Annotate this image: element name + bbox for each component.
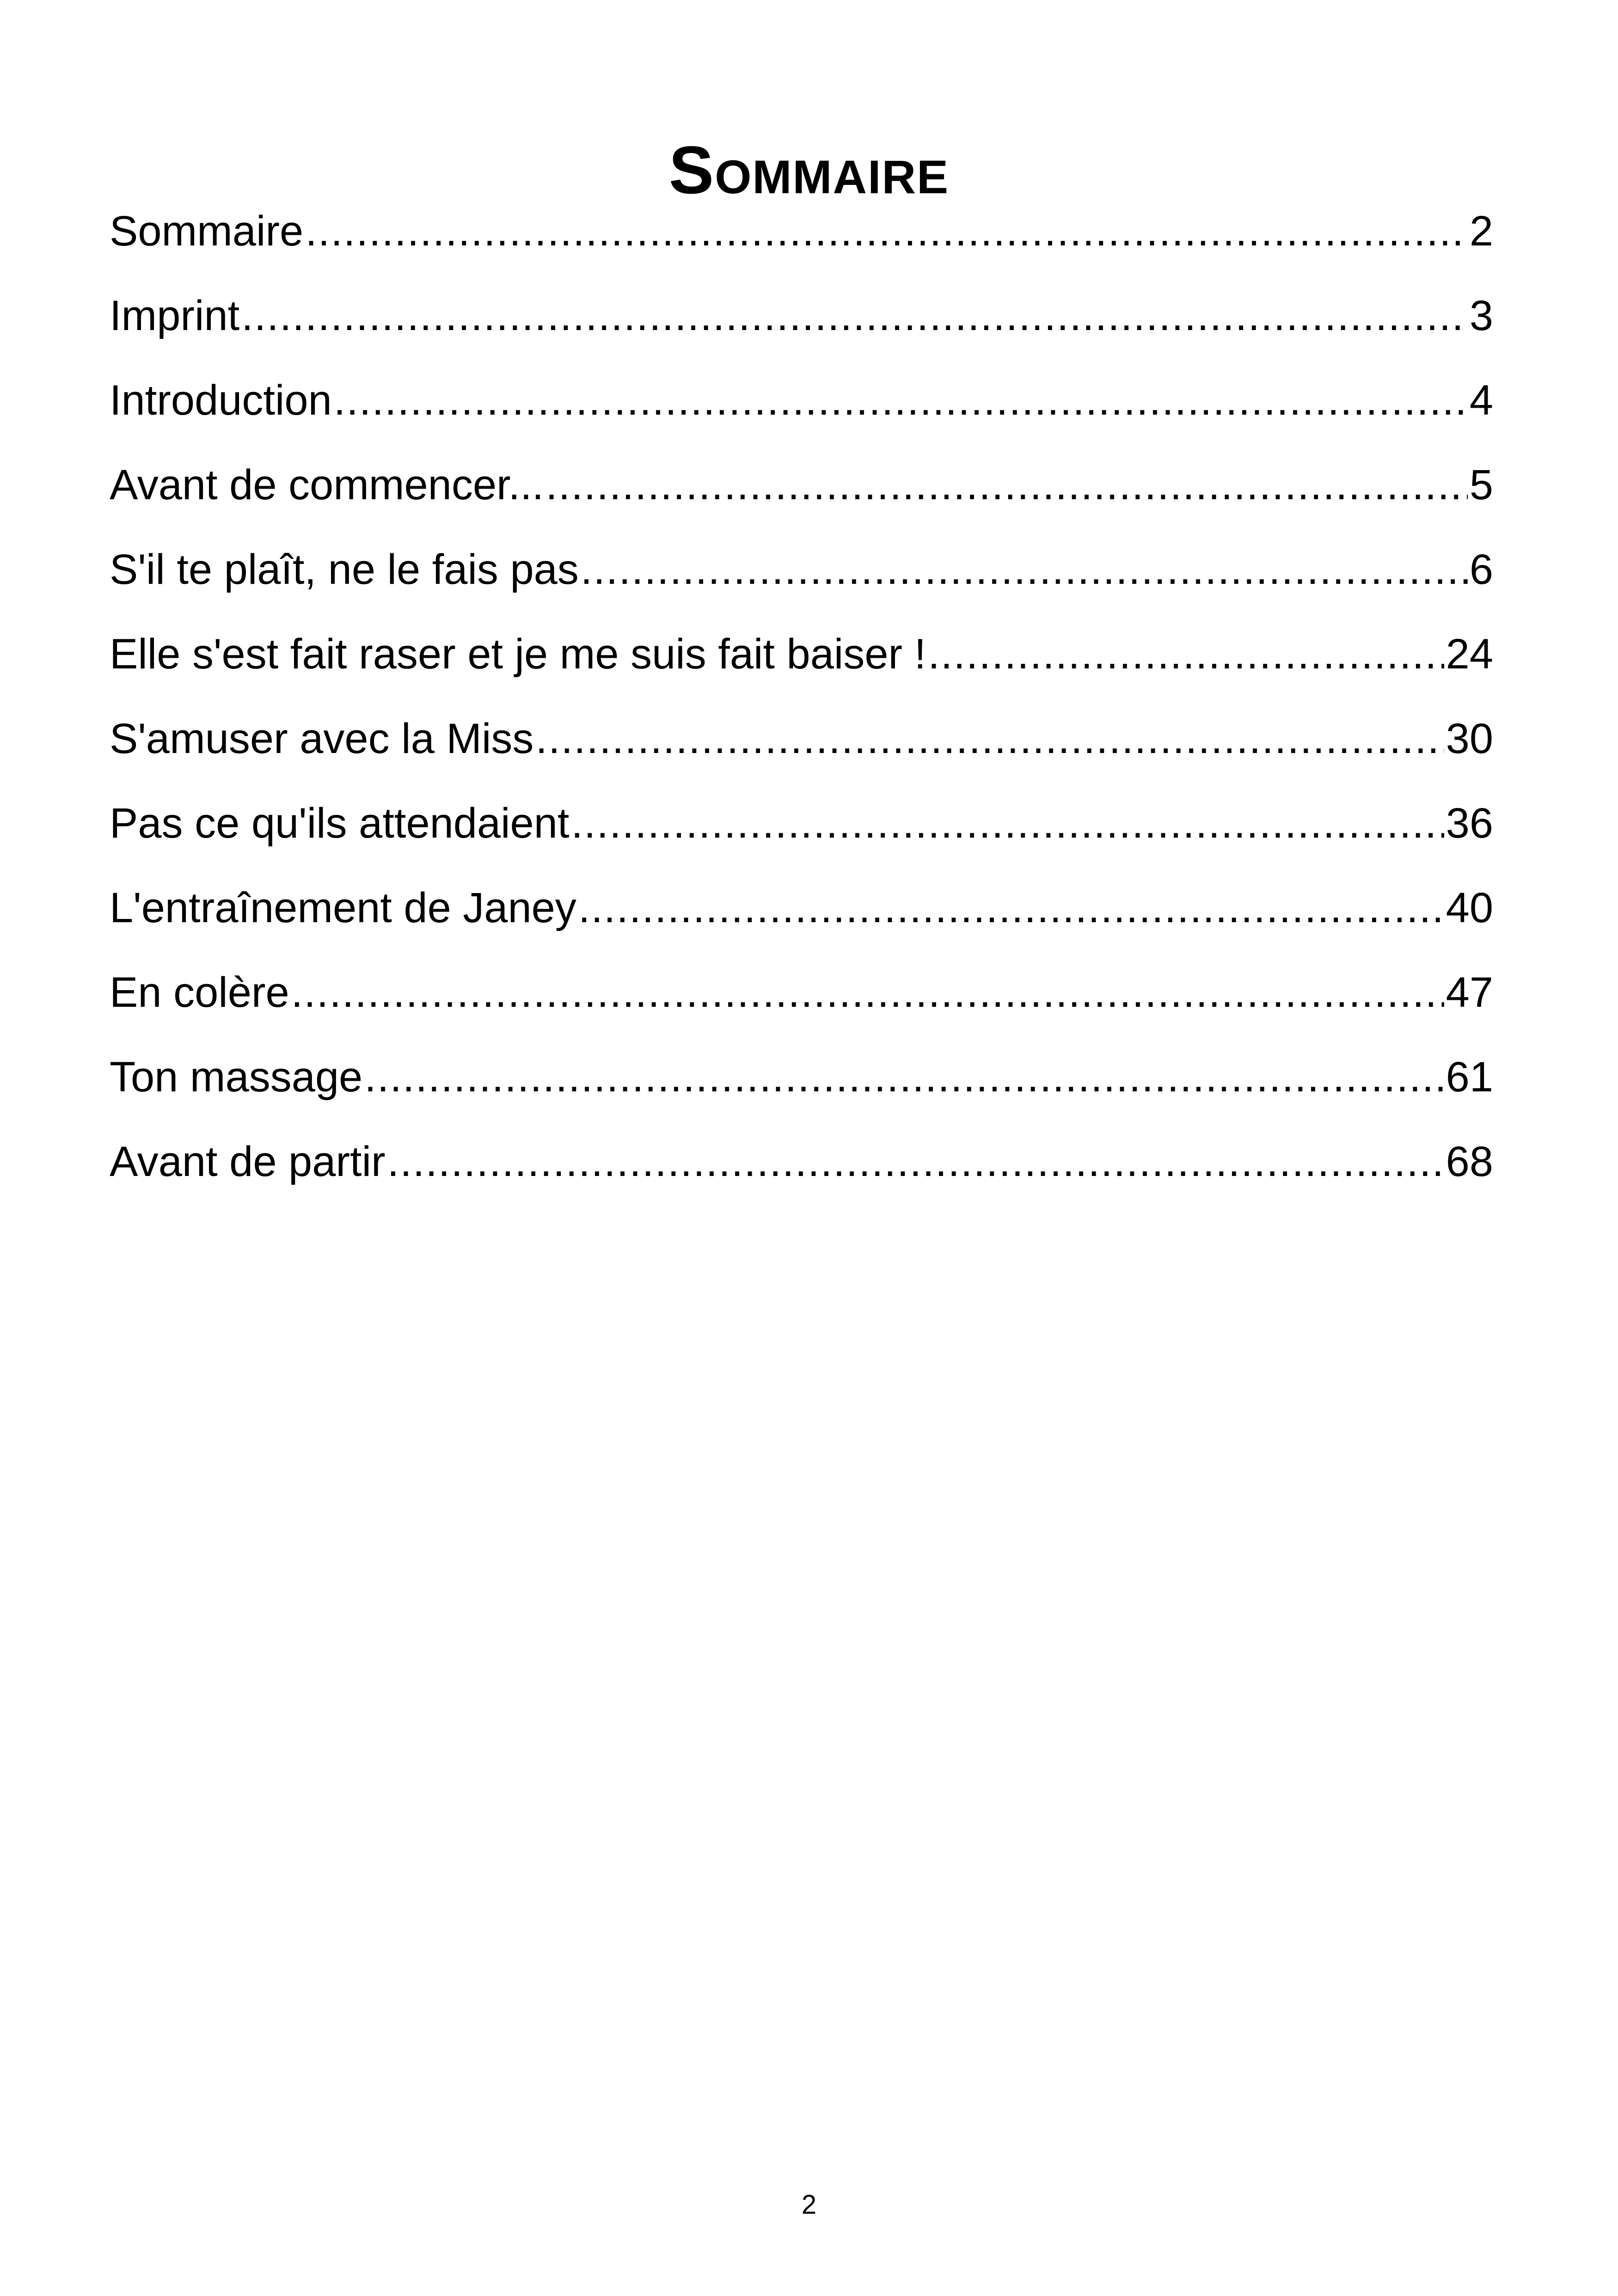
toc-dot-leader [571,786,1444,860]
toc-entry-page: 68 [1446,1138,1493,1185]
toc-entry-title: S'amuser avec la Miss [110,715,534,762]
toc-entry-title: Avant de commencer... [110,461,544,508]
toc-entry[interactable] [110,955,1493,1040]
toc-entry[interactable] [110,1125,1493,1209]
toc-entry-title: Sommaire [110,208,304,255]
toc-dot-leader [928,617,1444,691]
page-title: Sommaire [668,132,950,208]
toc-entry-title: Pas ce qu'ils attendaient [110,800,570,847]
toc-dot-leader [535,702,1444,776]
toc-entry-title: Elle s'est fait raser et je me suis fait baiser ! [110,631,926,678]
toc-entry-page: 24 [1446,631,1493,678]
toc-entry-title: Avant de partir [110,1138,386,1185]
toc-entry[interactable] [110,1040,1493,1125]
toc-entry[interactable] [110,871,1493,955]
toc-entry-title: S'il te plaît, ne le fais pas [110,546,579,593]
toc-entry[interactable] [110,363,1493,448]
toc-entry-page: 4 [1469,377,1493,424]
table-of-contents [110,194,1493,1209]
toc-dot-leader [387,1125,1444,1199]
toc-entry-page: 2 [1469,208,1493,255]
toc-entry[interactable] [110,786,1493,871]
toc-dot-leader [578,871,1444,945]
toc-dot-leader [581,533,1468,606]
toc-dot-leader [241,279,1468,353]
page-number: 2 [801,2190,817,2220]
toc-dot-leader [364,1040,1444,1114]
toc-entry-page: 36 [1446,800,1493,847]
toc-entry-title: Ton massage [110,1053,363,1101]
toc-entry[interactable] [110,533,1493,617]
toc-entry[interactable] [110,617,1493,702]
toc-entry-page: 6 [1469,546,1493,593]
toc-dot-leader [291,955,1444,1029]
toc-dot-leader [545,448,1468,522]
toc-dot-leader [305,194,1468,268]
toc-entry[interactable] [110,448,1493,533]
toc-entry-page: 61 [1446,1053,1493,1101]
toc-entry-title: L'entraînement de Janey [110,884,576,931]
toc-entry-page: 30 [1446,715,1493,762]
toc-entry[interactable] [110,194,1493,279]
toc-entry-title: Imprint [110,292,240,339]
toc-entry-title: Introduction [110,377,332,424]
toc-entry-page: 5 [1469,461,1493,508]
toc-entry-title: En colère [110,969,289,1016]
toc-entry-page: 40 [1446,884,1493,931]
toc-entry-page: 47 [1446,969,1493,1016]
toc-dot-leader [334,363,1468,437]
toc-entry[interactable] [110,702,1493,786]
toc-entry-page: 3 [1469,292,1493,339]
toc-entry[interactable] [110,279,1493,363]
